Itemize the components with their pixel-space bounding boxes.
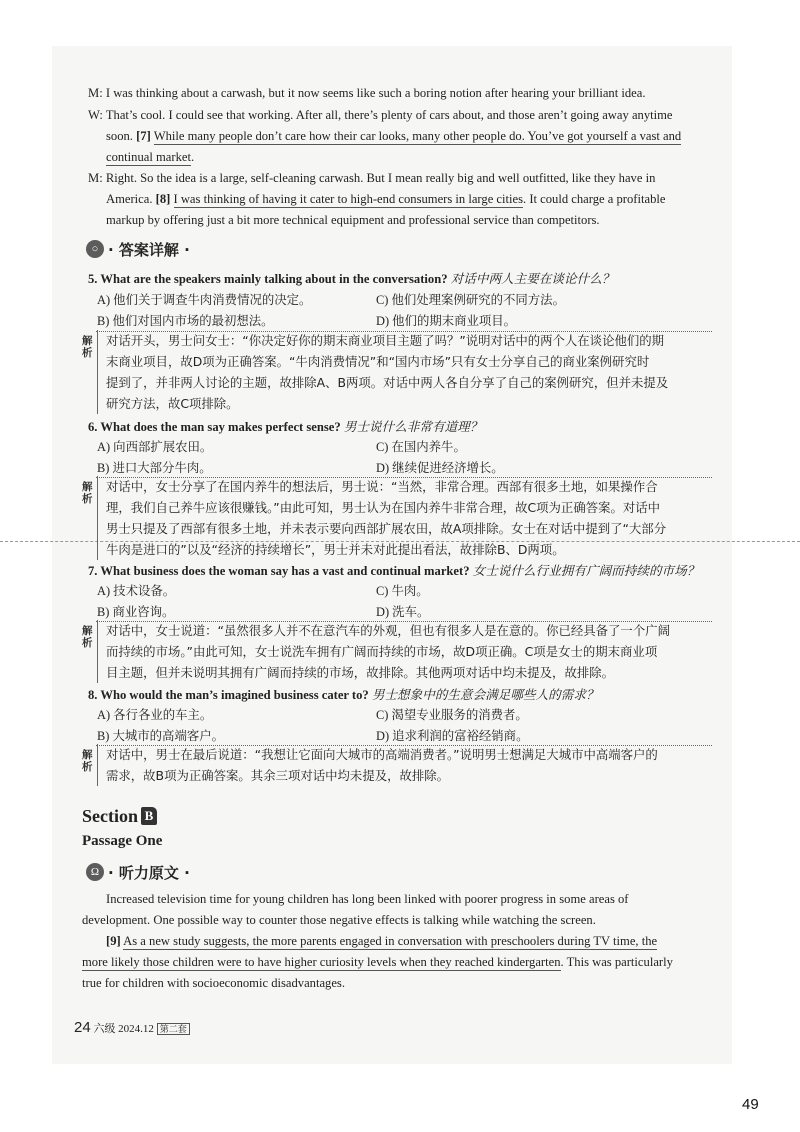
underlined-answer-9-end: more likely those children were to have higher curiosity levels when they reached kindergarten xyxy=(82,955,561,969)
q5-option-a: A) 他们关于调查牛肉消费情况的决定。 xyxy=(97,293,312,307)
footer-tag: 第二套 xyxy=(157,1023,190,1035)
q7-analysis: 对话中，女士说道：“虽然很多人并不在意汽车的外观，但也有很多人是在意的。你已经具备了一个广阔 而持续的市场。”由此可知，女士说洗车拥有广阔而持续的市场，故D项正确。C项是女士的期末商业项 目主题，但并未说明其拥有广阔而持续的市场，故排除。其他两项对话中均未提及，故排除。 xyxy=(97,620,720,683)
q8-option-d: D) 追求利润的富裕经销商。 xyxy=(376,729,529,743)
dialogue-text: soon. xyxy=(106,129,137,143)
footer-page-number: 24 xyxy=(74,1019,91,1036)
question-6: 6. What does the man say makes perfect sense? 男士说什么非常有道理？ xyxy=(88,420,483,434)
underlined-answer-7-end: continual market xyxy=(106,150,191,164)
headphones-icon: Ω xyxy=(86,863,104,881)
question-ref-8: [8] xyxy=(155,192,171,206)
q8-option-b: B) 大城市的高端客户。 xyxy=(97,729,225,743)
q7-option-b: B) 商业咨询。 xyxy=(97,605,175,619)
analysis-label: 解析 xyxy=(82,626,93,649)
q6-option-c: C) 在国内养牛。 xyxy=(376,440,466,454)
section-title: Section B xyxy=(82,806,157,827)
lightbulb-icon: ○ xyxy=(86,240,104,258)
passage-line-9 xyxy=(106,931,718,952)
q7-option-c: C) 牛肉。 xyxy=(376,584,429,598)
dialogue-line-m2-cont: America. [8] I was thinking of having it cater to high-end consumers in large cities. It could charge a profitable xyxy=(106,192,666,206)
analysis-label: 解析 xyxy=(82,482,93,505)
underlined-answer-9: As a new study suggests, the more parents engaged in conversation with preschoolers during TV time, the xyxy=(123,934,658,948)
underlined-answer-7: While many people don’t care how their car looks, many other people do. You’ve got yourself a vast and xyxy=(153,129,682,143)
q7-option-a: A) 技术设备。 xyxy=(97,584,176,598)
underlined-answer-8: I was thinking of having it cater to high-end consumers in large cities xyxy=(173,192,524,206)
q6-option-a: A) 向西部扩展农田。 xyxy=(97,440,213,454)
q5-option-c: C) 他们处理案例研究的不同方法。 xyxy=(376,293,565,307)
passage-line: Increased television time for young children has long been linked with poorer progress in some areas of xyxy=(106,892,629,906)
q8-analysis: 对话中，男士在最后说道：“我想让它面向大城市的高端消费者。”说明男士想满足大城市中高端客户的 需求，故B项为正确答案。其余三项对话中均未提及，故排除。 xyxy=(97,744,720,786)
passage-line: true for children with socioeconomic disadvantages. xyxy=(82,976,345,990)
question-ref-7: [7] xyxy=(136,129,151,143)
footer-journal: 六级 2024.12 xyxy=(93,1023,154,1035)
question-7: 7. What business does the woman say has a vast and continual market? 女士说什么行业拥有广阔而持续的市场？ xyxy=(88,564,700,578)
dialogue-line-m2: M: Right. So the idea is a large, self-cleaning carwash. But I mean really big and well outfitted, like they have in xyxy=(88,171,656,185)
q8-option-a: A) 各行各业的车主。 xyxy=(97,708,213,722)
page-number: 49 xyxy=(742,1096,759,1113)
analysis-label: 解析 xyxy=(82,750,93,773)
q6-analysis: 对话中，女士分享了在国内养牛的想法后，男士说：“当然，非常合理。西部有很多土地，如果操作合 理，我们自己养牛应该很赚钱。”由此可知，男士认为在国内养牛非常合理，故C项为正确答案。对话中 男士只提及了西部有很多土地，并未表示要向西部扩展农田，故A项排除。女士在对话中提到了“大部分 牛肉是进口的”以及“经济的持续增长”，男士并未对此提出看法，故排除B、D两项。 xyxy=(97,476,720,560)
listening-header: · 听力原文 · xyxy=(108,864,190,882)
passage-line-9-cont: more likely those children were to have higher curiosity levels when they reached kindergarten. This was particularly xyxy=(82,955,673,969)
dialogue-line-w1-cont xyxy=(106,126,726,147)
q5-analysis: 对话开头，男士问女士：“你决定好你的期末商业项目主题了吗？”说明对话中的两个人在谈论他们的期 末商业项目，故D项为正确答案。“牛肉消费情况”和“国内市场”只有女士分享自己的商业案例研究时 提到了，并非两人讨论的主题，故排除A、B两项。对话中两人各自分享了自己的案例研究，但并未提及 研究方法，故C项排除。 xyxy=(97,330,720,414)
dialogue-line-m2-end: markup by offering just a bit more technical equipment and professional service than competitors. xyxy=(106,213,600,227)
dialogue-line-m1: M: I was thinking about a carwash, but it now seems like such a boring notion after hearing your brilliant idea. xyxy=(88,86,646,100)
passage-title: Passage One xyxy=(82,833,163,849)
question-8: 8. Who would the man’s imagined business cater to? 男士想象中的生意会满足哪些人的需求？ xyxy=(88,688,599,702)
passage-line: development. One possible way to counter those negative effects is talking while watching the screen. xyxy=(82,913,596,927)
q5-option-d: D) 他们的期末商业项目。 xyxy=(376,314,517,328)
q5-option-b: B) 他们对国内市场的最初想法。 xyxy=(97,314,274,328)
answers-header: · 答案详解 · xyxy=(108,241,190,259)
question-ref-9: [9] xyxy=(106,934,121,948)
q7-option-d: D) 洗车。 xyxy=(376,605,430,619)
q6-option-d: D) 继续促进经济增长。 xyxy=(376,461,504,475)
page-footer xyxy=(74,1019,190,1036)
q8-option-c: C) 渴望专业服务的消费者。 xyxy=(376,708,528,722)
section-badge: B xyxy=(141,807,157,825)
question-5: 5. What are the speakers mainly talking about in the conversation? 对话中两人主要在谈论什么？ xyxy=(88,272,615,286)
dialogue-line-w1: W: That’s cool. I could see that working. After all, there’s plenty of cars about, and those aren’t going away anytime xyxy=(88,108,673,122)
analysis-label: 解析 xyxy=(82,336,93,359)
q6-option-b: B) 进口大部分牛肉。 xyxy=(97,461,212,475)
dialogue-line-w1-end: continual market. xyxy=(106,150,195,164)
